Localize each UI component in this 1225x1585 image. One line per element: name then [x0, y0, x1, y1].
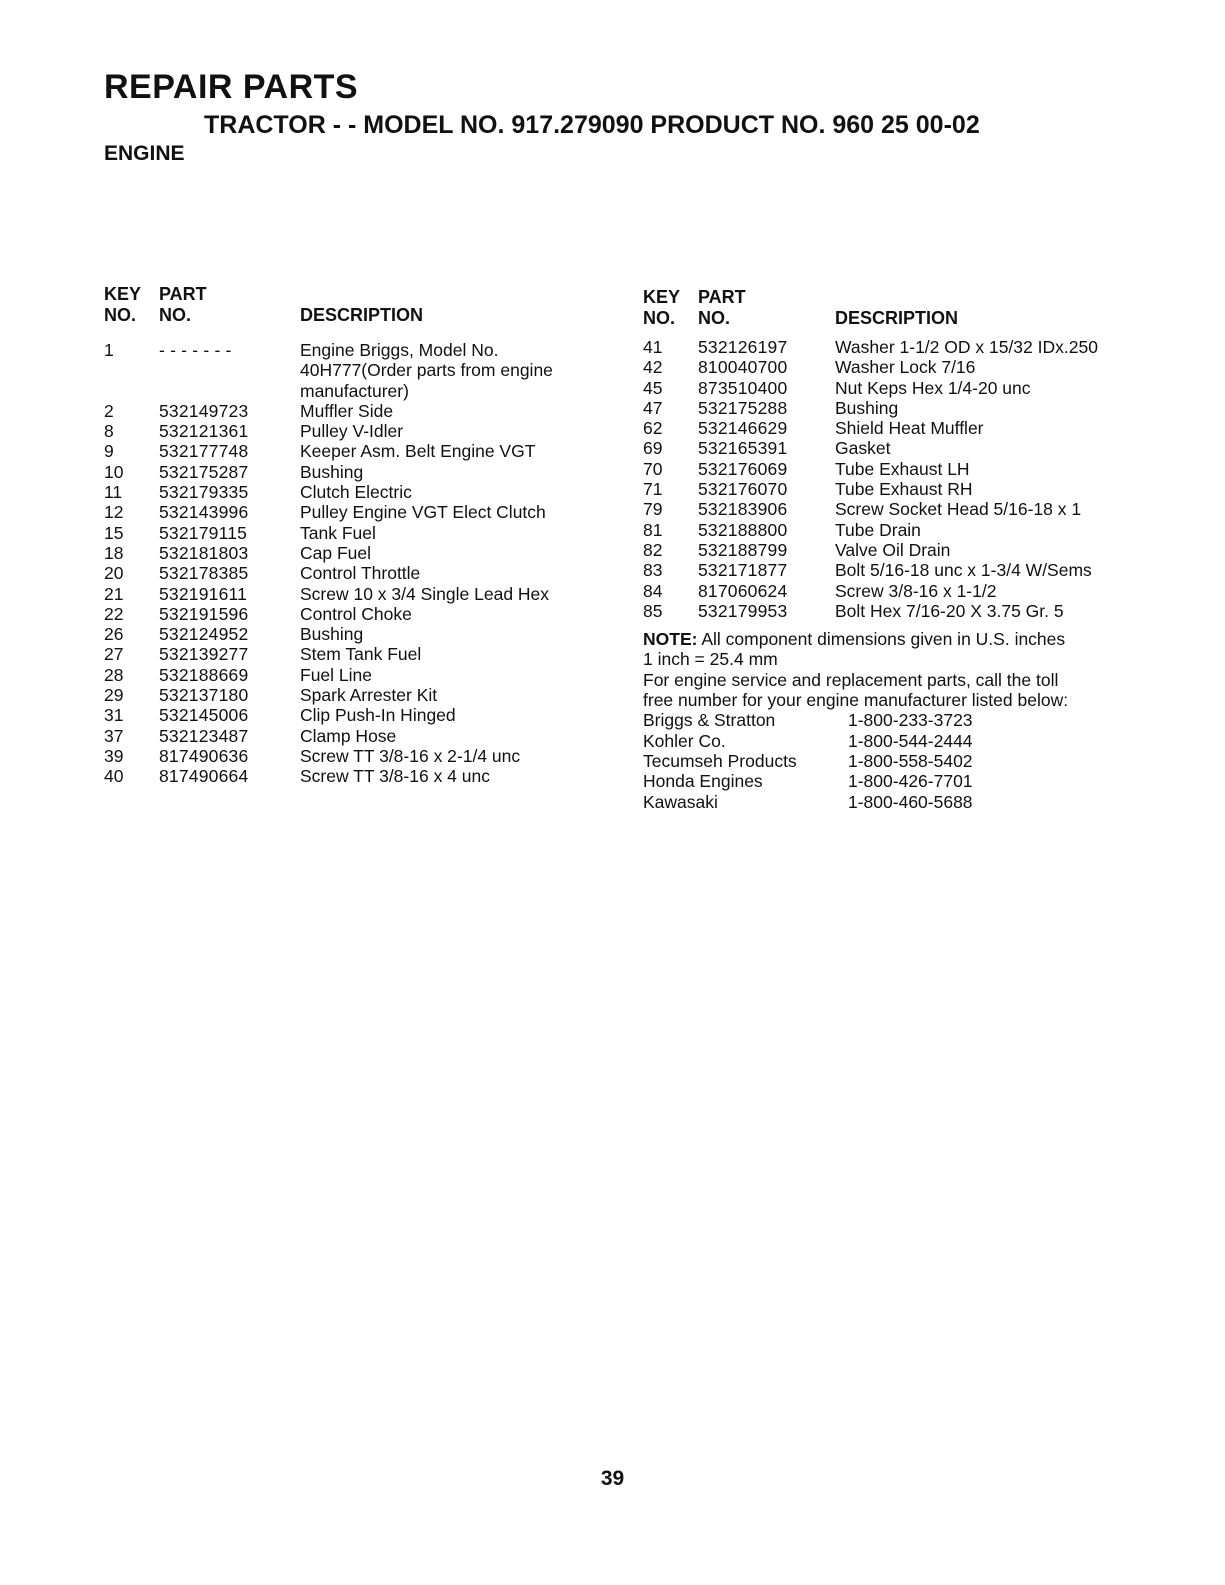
table-row	[104, 543, 604, 563]
part-description: Tube Exhaust RH	[835, 479, 973, 500]
part-header-no: NO.	[698, 308, 731, 328]
parts-list-right	[643, 287, 1143, 812]
part-description: Stem Tank Fuel	[300, 644, 422, 665]
manufacturer-name: Briggs & Stratton	[643, 710, 776, 731]
table-row	[104, 604, 604, 624]
phone-row	[643, 771, 1143, 791]
key-number: 83	[643, 560, 663, 581]
table-row	[643, 337, 1143, 357]
part-description: Spark Arrester Kit	[300, 685, 438, 706]
part-number: 532176070	[698, 479, 788, 500]
key-header-no: NO.	[643, 308, 676, 328]
key-number: 84	[643, 580, 663, 601]
part-number: 532121361	[159, 421, 249, 442]
table-row	[104, 726, 604, 746]
table-row	[104, 421, 604, 441]
table-row	[104, 523, 604, 543]
key-number: 69	[643, 438, 663, 459]
part-number: 532179335	[159, 482, 249, 503]
part-description: Gasket	[835, 438, 891, 459]
key-number: 20	[104, 563, 124, 584]
table-row	[104, 665, 604, 685]
page-number: 39	[600, 1467, 625, 1490]
key-number: 28	[104, 664, 124, 685]
part-number: 532124952	[159, 624, 249, 645]
part-number: 532188800	[698, 519, 788, 540]
part-number: 817490664	[159, 766, 249, 787]
key-number: 15	[104, 522, 124, 543]
phone-row	[643, 751, 1143, 771]
phone-number: 1-800-544-2444	[848, 730, 973, 751]
table-row	[104, 644, 604, 664]
key-number: 82	[643, 539, 663, 560]
part-number: 532191611	[159, 583, 248, 604]
key-header: KEY	[104, 284, 142, 304]
table-row	[104, 340, 604, 401]
table-row	[104, 502, 604, 522]
table-row	[104, 441, 604, 461]
part-number: 810040700	[698, 357, 788, 378]
part-number: 532183906	[698, 499, 788, 520]
note-line	[643, 629, 1143, 649]
key-number: 22	[104, 603, 124, 624]
part-description: Engine Briggs, Model No. 40H777(Order parts from engine manufacturer)	[300, 340, 553, 401]
key-number: 21	[104, 583, 124, 604]
conversion-note: 1 inch = 25.4 mm	[643, 649, 778, 670]
part-number: 532171877	[698, 560, 788, 581]
part-description: Screw 10 x 3/4 Single Lead Hex	[300, 583, 550, 604]
table-row	[104, 685, 604, 705]
table-row	[643, 459, 1143, 479]
part-description: Washer Lock 7/16	[835, 357, 976, 378]
part-number: 532178385	[159, 563, 249, 584]
part-number: 532176069	[698, 458, 788, 479]
part-description: Bolt Hex 7/16-20 X 3.75 Gr. 5	[835, 600, 1064, 621]
phone-row	[643, 710, 1143, 730]
key-number: 27	[104, 644, 124, 665]
part-number: 532188669	[159, 664, 249, 685]
part-number: 532181803	[159, 542, 249, 563]
table-row	[643, 378, 1143, 398]
part-description: Fuel Line	[300, 664, 372, 685]
key-number: 42	[643, 357, 663, 378]
table-row	[104, 563, 604, 583]
table-row	[104, 401, 604, 421]
part-description: Pulley V-Idler	[300, 421, 404, 442]
note-label: NOTE:	[643, 629, 698, 650]
part-number: 532191596	[159, 603, 249, 624]
table-row	[104, 584, 604, 604]
key-number: 81	[643, 519, 663, 540]
page-title: REPAIR PARTS	[104, 68, 359, 106]
part-description: Washer 1-1/2 OD x 15/32 IDx.250	[835, 337, 1098, 357]
part-number: 532126197	[698, 337, 788, 357]
phone-number: 1-800-426-7701	[848, 771, 973, 792]
part-number: 532179953	[698, 600, 788, 621]
manufacturer-name: Tecumseh Products	[643, 750, 797, 771]
key-number: 39	[104, 745, 124, 766]
part-number: 873510400	[698, 377, 788, 398]
phone-number: 1-800-460-5688	[848, 791, 973, 812]
manufacturer-name: Kawasaki	[643, 791, 718, 812]
table-row	[643, 581, 1143, 601]
part-number: 532165391	[698, 438, 788, 459]
table-row	[643, 479, 1143, 499]
part-number: 532175287	[159, 461, 249, 482]
part-number: 817490636	[159, 745, 249, 766]
part-number: 532146629	[698, 418, 788, 439]
part-description: Screw TT 3/8-16 x 2-1/4 unc	[300, 745, 521, 766]
key-number: 45	[643, 377, 663, 398]
part-number: 817060624	[698, 580, 788, 601]
phone-list	[643, 710, 1143, 811]
table-row	[643, 601, 1143, 621]
table-row	[643, 418, 1143, 438]
table-row	[104, 746, 604, 766]
key-number: 29	[104, 685, 124, 706]
part-number: 532123487	[159, 725, 249, 746]
part-description: Tube Drain	[835, 519, 921, 540]
part-description: Control Throttle	[300, 563, 421, 584]
key-number: 62	[643, 418, 663, 439]
parts-list-left	[104, 284, 604, 787]
column-headers	[104, 284, 604, 326]
key-number: 12	[104, 502, 124, 523]
key-header: KEY	[643, 287, 681, 307]
key-number: 41	[643, 337, 663, 357]
key-number: 2	[104, 400, 114, 421]
key-number: 18	[104, 542, 124, 563]
part-description: Bushing	[300, 624, 364, 645]
section-heading: ENGINE	[104, 142, 185, 165]
note-block	[643, 629, 1143, 812]
part-number: - - - - - - -	[159, 340, 232, 360]
parts-rows	[643, 337, 1143, 621]
table-row	[643, 520, 1143, 540]
part-header: PART	[698, 287, 746, 307]
table-row	[104, 705, 604, 725]
part-description: Screw Socket Head 5/16-18 x 1	[835, 499, 1082, 520]
table-row	[643, 560, 1143, 580]
part-description: Clip Push-In Hinged	[300, 705, 456, 726]
part-number: 532175288	[698, 397, 788, 418]
table-row	[643, 540, 1143, 560]
part-header: PART	[159, 284, 207, 304]
part-description: Muffler Side	[300, 400, 394, 421]
part-description: Bushing	[300, 461, 364, 482]
part-header-no: NO.	[159, 305, 192, 325]
description-header: DESCRIPTION	[835, 308, 959, 328]
key-number: 47	[643, 397, 663, 418]
part-number: 532149723	[159, 400, 249, 421]
part-description: Cap Fuel	[300, 542, 372, 563]
description-header: DESCRIPTION	[300, 305, 424, 325]
key-number: 71	[643, 479, 663, 500]
part-description: Keeper Asm. Belt Engine VGT	[300, 441, 536, 462]
service-note-line1: For engine service and replacement parts, call the toll	[643, 669, 1059, 690]
table-row	[643, 398, 1143, 418]
phone-number: 1-800-558-5402	[848, 750, 973, 771]
key-number: 79	[643, 499, 663, 520]
phone-number: 1-800-233-3723	[848, 710, 973, 731]
key-number: 37	[104, 725, 124, 746]
key-number: 31	[104, 705, 124, 726]
note-text: All component dimensions given in U.S. inches	[697, 629, 1066, 650]
part-number: 532177748	[159, 441, 249, 462]
key-number: 40	[104, 766, 124, 787]
part-number: 532139277	[159, 644, 249, 665]
service-note-line2: free number for your engine manufacturer listed below:	[643, 690, 1069, 711]
part-description: Screw TT 3/8-16 x 4 unc	[300, 766, 490, 787]
part-number: 532143996	[159, 502, 249, 523]
part-description: Bushing	[835, 397, 899, 418]
part-number: 532179115	[159, 522, 248, 543]
part-description: Tank Fuel	[300, 522, 376, 543]
part-description: Valve Oil Drain	[835, 539, 951, 560]
part-description: Control Choke	[300, 603, 412, 624]
part-description: Screw 3/8-16 x 1-1/2	[835, 580, 997, 601]
phone-row	[643, 792, 1143, 812]
table-row	[104, 462, 604, 482]
table-row	[643, 438, 1143, 458]
model-subtitle: TRACTOR - - MODEL NO. 917.279090 PRODUCT NO. 960 25 00-02	[204, 111, 980, 139]
part-description: Bolt 5/16-18 unc x 1-3/4 W/Sems	[835, 560, 1092, 581]
part-number: 532137180	[159, 685, 249, 706]
parts-rows	[104, 340, 604, 787]
table-row	[104, 766, 604, 786]
key-number: 9	[104, 441, 114, 462]
key-number: 8	[104, 421, 114, 442]
manufacturer-name: Honda Engines	[643, 771, 763, 792]
phone-row	[643, 731, 1143, 751]
table-row	[104, 482, 604, 502]
table-row	[643, 357, 1143, 377]
key-header-no: NO.	[104, 305, 137, 325]
key-number: 85	[643, 600, 663, 621]
part-number: 532145006	[159, 705, 249, 726]
table-row	[104, 624, 604, 644]
key-number: 26	[104, 624, 124, 645]
table-row	[643, 499, 1143, 519]
key-number: 1	[104, 340, 114, 360]
key-number: 11	[104, 482, 123, 503]
part-description: Shield Heat Muffler	[835, 418, 984, 439]
key-number: 70	[643, 458, 663, 479]
part-description: Tube Exhaust LH	[835, 458, 970, 479]
part-number: 532188799	[698, 539, 788, 560]
part-description: Pulley Engine VGT Elect Clutch	[300, 502, 546, 523]
manufacturer-name: Kohler Co.	[643, 730, 726, 751]
part-description: Nut Keps Hex 1/4-20 unc	[835, 377, 1031, 398]
part-description: Clutch Electric	[300, 482, 412, 503]
part-description: Clamp Hose	[300, 725, 397, 746]
column-headers	[643, 287, 1143, 329]
key-number: 10	[104, 461, 124, 482]
